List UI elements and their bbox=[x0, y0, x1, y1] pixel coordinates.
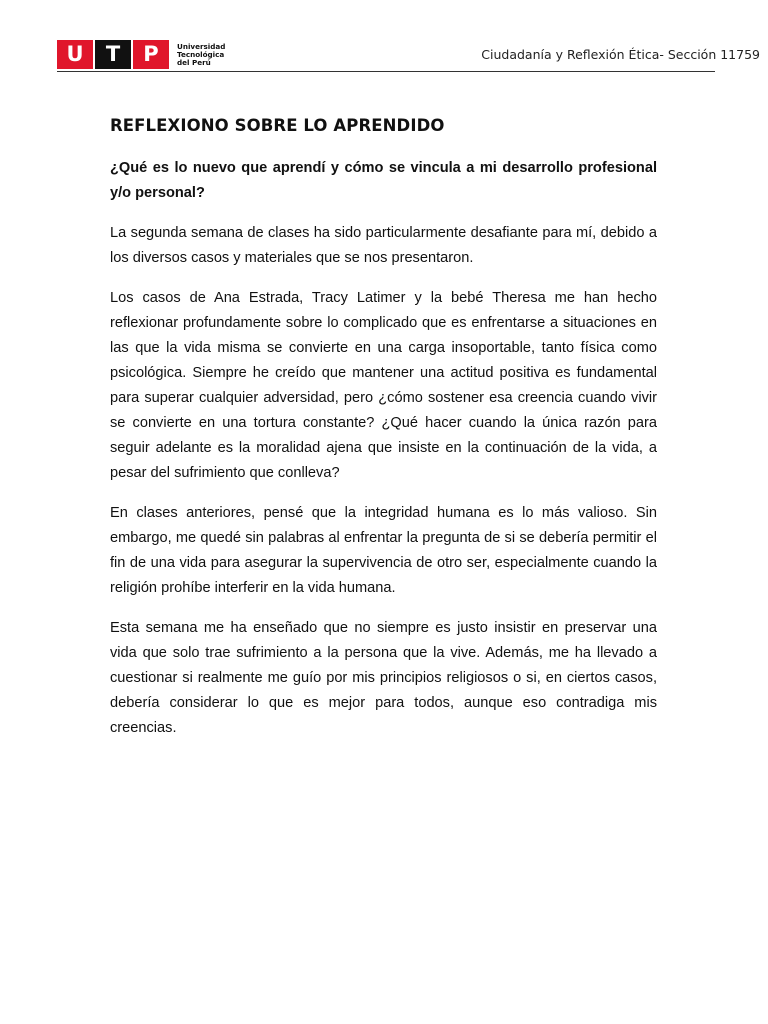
logo-text-line: Universidad bbox=[177, 41, 226, 51]
course-title: Ciudadanía y Reflexión Ética- Sección 11759 bbox=[481, 47, 760, 62]
logo-university-name bbox=[177, 43, 225, 67]
body-paragraph: La segunda semana de clases ha sido particularmente desafiante para mí, debido a los diversos casos y materiales que se nos presentaron. bbox=[110, 225, 657, 266]
logo-letter-p: P bbox=[133, 40, 169, 69]
header-divider bbox=[57, 71, 715, 72]
logo-letter-t: T bbox=[95, 40, 131, 69]
document-body bbox=[110, 116, 657, 756]
body-paragraph: Los casos de Ana Estrada, Tracy Latimer y la bebé Theresa me han hecho reflexionar profundamente sobre lo complicado que es enfrentarse a situaciones en las que la vida misma se convierte en una carga insoportable, tanto física como psicológica. Siempre he creído que mantener una actitud positiva es fundamental para superar cualquier adversidad, pero ¿cómo sostener esa creencia cuando vivir se convierte en una tortura constante? ¿Qué hacer cuando la única razón para seguir adelante es la moralidad ajena que insiste en la continuación de la vida, a pesar del sufrimiento que conlleva? bbox=[110, 290, 657, 481]
utp-logo bbox=[57, 40, 225, 69]
logo-text-line: Tecnológica bbox=[177, 49, 225, 59]
reflection-question: ¿Qué es lo nuevo que aprendí y cómo se vincula a mi desarrollo profesional y/o personal? bbox=[110, 160, 657, 201]
body-paragraph: Esta semana me ha enseñado que no siempre es justo insistir en preservar una vida que solo trae sufrimiento a la persona que la vive. Además, me ha llevado a cuestionar si realmente me guío por mis principios religiosos o si, en ciertos casos, debería considerar lo que es mejor para todos, aunque eso contradiga mis creencias. bbox=[110, 620, 657, 736]
page-header bbox=[0, 0, 768, 76]
section-heading: REFLEXIONO SOBRE LO APRENDIDO bbox=[110, 116, 445, 135]
logo-text-line: del Perú bbox=[177, 57, 211, 67]
body-paragraph: En clases anteriores, pensé que la integridad humana es lo más valioso. Sin embargo, me quedé sin palabras al enfrentar la pregunta de si se debería permitir el fin de una vida para asegurar la supervivencia de otro ser, especialmente cuando la religión prohíbe interferir en la vida humana. bbox=[110, 505, 657, 596]
logo-letter-u: U bbox=[57, 40, 93, 69]
